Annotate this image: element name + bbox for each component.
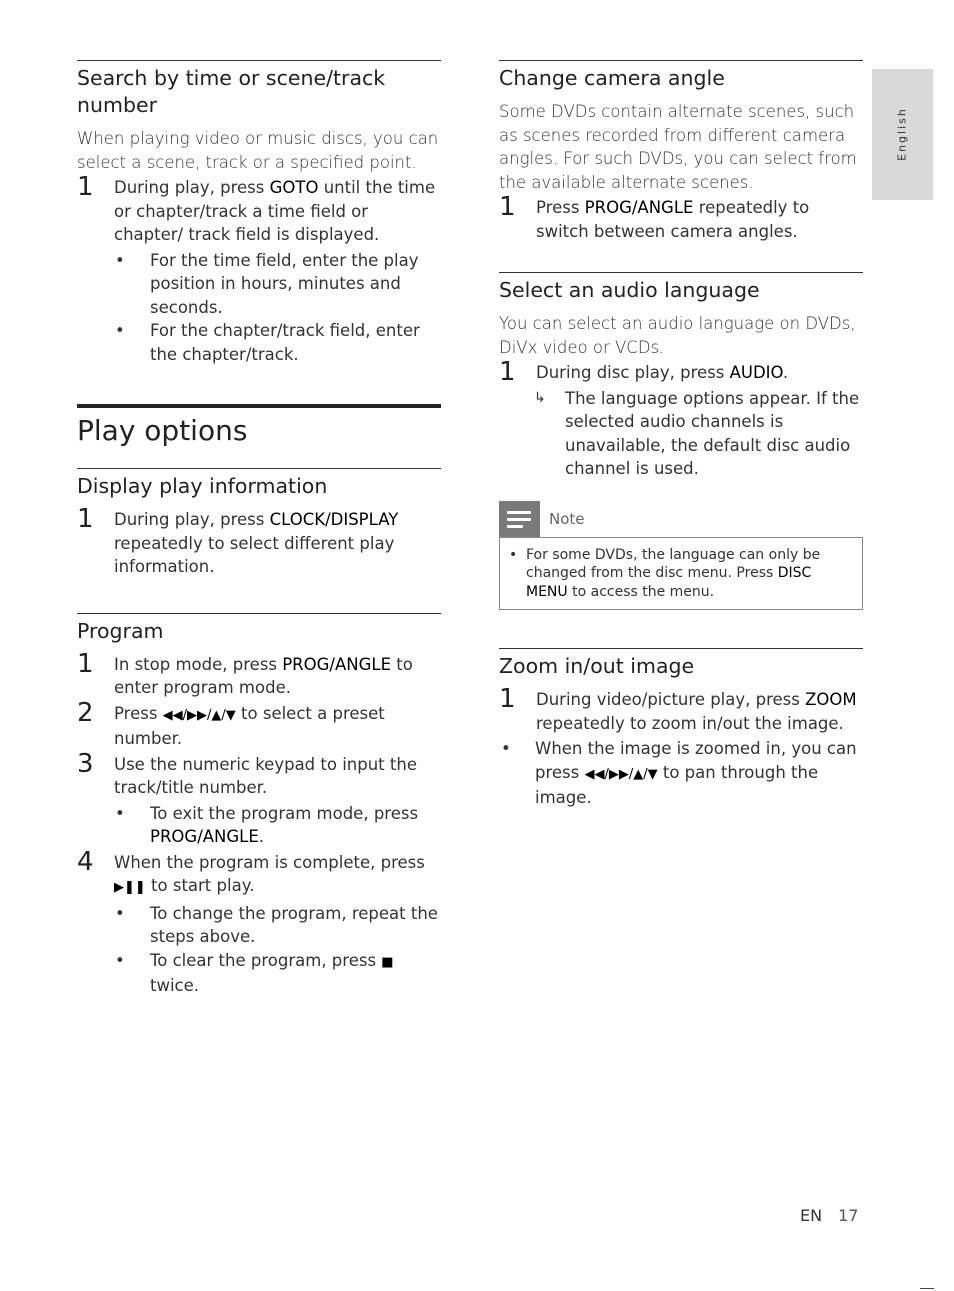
step-text: During video/picture play, press: [536, 690, 806, 709]
key-prog-angle: PROG/ANGLE: [150, 827, 259, 846]
zoom-section: [499, 648, 863, 810]
step-text: to start play.: [145, 876, 255, 895]
play-options-section: [77, 404, 441, 450]
play-pause-icon: ▶❚❚: [114, 880, 146, 895]
bullet-text: To exit the program mode, press: [150, 803, 419, 823]
step-text: During play, press: [114, 510, 270, 529]
program-step-4: [77, 846, 441, 900]
step-number: 4: [77, 846, 94, 877]
page-number: 17: [838, 1206, 859, 1225]
step-text: .: [782, 363, 789, 382]
step-number: 1: [499, 192, 516, 222]
crop-mark: [920, 1288, 934, 1289]
audio-step-1: [499, 357, 863, 387]
footer-language: EN: [800, 1206, 823, 1225]
step-number: 1: [77, 172, 94, 202]
display-info-title: Display play information: [77, 474, 328, 498]
navigation-arrows-icon: ◀◀/▶▶/▲/▼: [162, 707, 236, 723]
bullet-dot: •: [509, 546, 518, 563]
bullet-dot: •: [501, 739, 511, 758]
bullet-text: For the time field, enter the play position in hours, minutes and seconds.: [150, 250, 419, 317]
key-clock-display: CLOCK/DISPLAY: [269, 510, 399, 529]
step-text: repeatedly to switch between camera angles.: [536, 198, 810, 241]
right-column: [499, 60, 863, 810]
zoom-bullet: [499, 737, 863, 810]
note-text: to access the menu.: [567, 583, 715, 600]
camera-intro: Some DVDs contain alternate scenes, such as scenes recorded from different camera angles. For such DVDs, you can select from the available alternate scenes.: [499, 102, 857, 192]
step-text: During disc play, press: [536, 363, 730, 382]
left-column: [77, 60, 441, 998]
key-prog-angle: PROG/ANGLE: [584, 198, 694, 217]
stop-icon: ■: [381, 954, 394, 970]
bullet-text: To clear the program, press: [150, 950, 382, 970]
step-number: 1: [77, 504, 94, 534]
display-info-section: [77, 468, 441, 579]
camera-title: Change camera angle: [499, 66, 725, 90]
key-goto: GOTO: [269, 178, 319, 197]
step-number: 1: [499, 357, 516, 387]
search-section: [77, 60, 441, 366]
camera-section: [499, 60, 863, 243]
step-text: to select a preset number.: [114, 703, 385, 748]
language-tab-label: English: [895, 107, 909, 161]
key-audio: AUDIO: [729, 363, 783, 382]
audio-section: [499, 272, 863, 610]
note-content: [499, 537, 863, 611]
step-text: until the time or chapter/track a time field or chapter/ track field is displayed.: [114, 178, 436, 244]
note-text: For some DVDs, the language can only be changed from the disc menu. Press: [526, 546, 821, 581]
search-title: Search by time or scene/track number: [77, 66, 386, 117]
audio-intro: You can select an audio language on DVDs, DiVx video or VCDs.: [499, 314, 856, 357]
program-section: [77, 613, 441, 998]
bullet-dot: •: [115, 250, 125, 270]
language-tab: [872, 69, 933, 200]
result-arrow-icon: ↳: [534, 389, 546, 406]
bullet-dot: •: [115, 321, 125, 340]
program-step-1: [77, 648, 441, 700]
bullet-dot: •: [115, 903, 125, 923]
program-step-4-bullet-2: [77, 949, 441, 998]
note-label: Note: [549, 509, 585, 528]
search-intro: When playing video or music discs, you can select a scene, track or a specified point.: [77, 129, 439, 172]
camera-step-1: [499, 192, 863, 243]
step-text: During play, press: [114, 178, 270, 197]
page-footer: [800, 1206, 858, 1225]
display-info-step-1: [77, 504, 441, 579]
step-text: When the program is complete, press: [114, 852, 425, 872]
audio-title: Select an audio language: [499, 278, 760, 302]
note-header: [499, 501, 863, 537]
step-text: repeatedly to select different play information.: [114, 533, 395, 576]
step-number: 1: [499, 684, 516, 714]
program-step-2: [77, 697, 441, 751]
step-text: Use the numeric keypad to input the track/title number.: [114, 754, 417, 797]
program-step-3-bullet: [77, 802, 441, 849]
step-text: In stop mode, press: [114, 654, 283, 674]
bullet-text: For the chapter/track field, enter the chapter/track.: [150, 321, 420, 364]
bullet-dot: •: [115, 803, 125, 823]
step-number: 3: [77, 748, 94, 779]
note-icon: [499, 501, 540, 537]
step-number: 2: [77, 697, 94, 728]
bullet-text: When the image is zoomed in, you can press: [535, 739, 857, 782]
step-number: 1: [77, 648, 94, 679]
step-text: repeatedly to zoom in/out the image.: [536, 713, 844, 733]
search-step-1: [77, 172, 441, 247]
search-bullet-2: [77, 319, 441, 366]
bullet-dot: •: [115, 950, 125, 970]
search-bullet-1: [77, 249, 441, 320]
program-step-4-bullet-1: [77, 902, 441, 949]
result-text: The language options appear. If the selected audio channels is unavailable, the default disc audio channel is used.: [565, 388, 860, 478]
key-prog-angle: PROG/ANGLE: [282, 654, 391, 674]
play-options-title: Play options: [77, 414, 248, 447]
step-text: to enter program mode.: [114, 654, 413, 697]
navigation-arrows-icon: ◀◀/▶▶/▲/▼: [584, 766, 658, 782]
bullet-text: To change the program, repeat the steps above.: [150, 903, 438, 946]
key-disc-menu: DISC MENU: [526, 565, 812, 600]
zoom-step-1: [499, 684, 863, 735]
note-box: [499, 501, 863, 611]
zoom-title: Zoom in/out image: [499, 654, 695, 678]
bullet-text: to pan through the image.: [535, 762, 819, 807]
key-zoom: ZOOM: [805, 690, 857, 709]
bullet-text: .: [258, 827, 265, 846]
program-title: Program: [77, 618, 164, 643]
program-step-3: [77, 748, 441, 800]
step-text: Press: [114, 703, 163, 723]
audio-result: [499, 387, 863, 481]
step-text: Press: [536, 198, 585, 217]
bullet-text: twice.: [150, 976, 200, 995]
